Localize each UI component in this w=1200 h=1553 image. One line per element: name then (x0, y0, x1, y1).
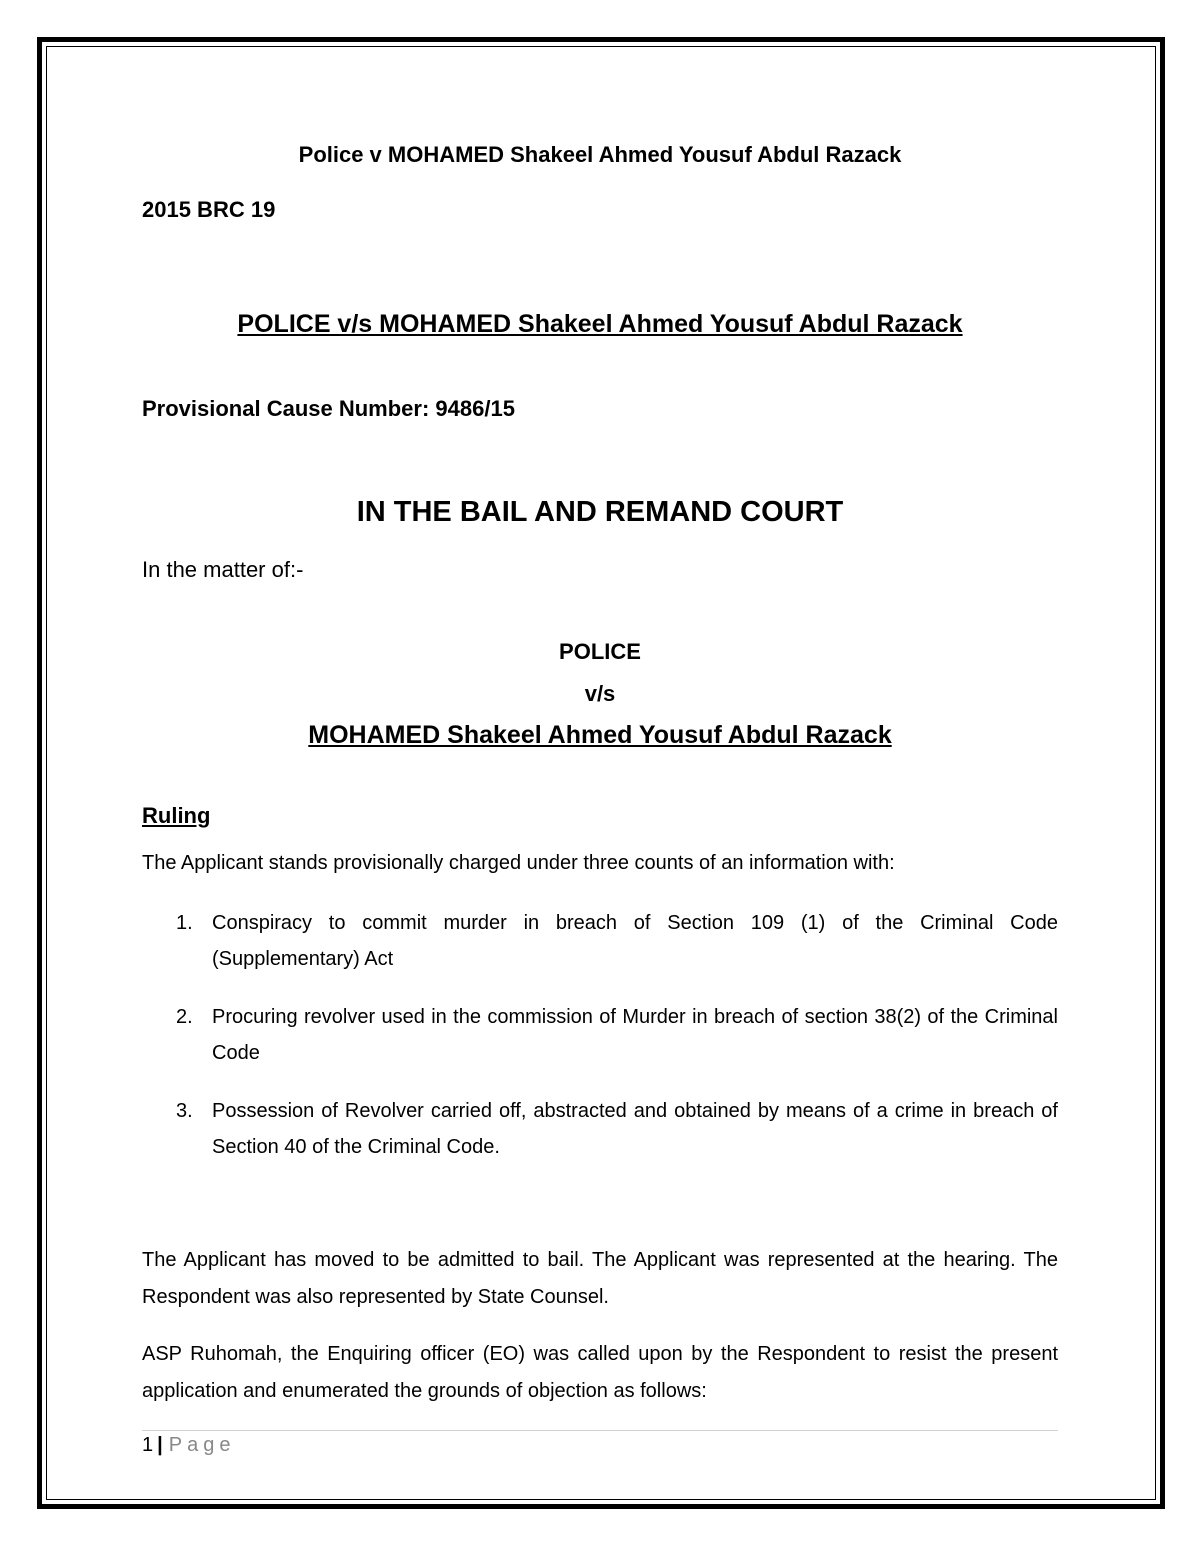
case-citation: 2015 BRC 19 (142, 197, 276, 222)
list-item (142, 999, 1058, 1071)
court-heading: IN THE BAIL AND REMAND COURT (356, 496, 844, 528)
party-police: POLICE (559, 639, 641, 664)
page-footer (142, 1434, 235, 1457)
footer-divider (142, 1430, 1058, 1431)
page-label: Page (168, 1434, 236, 1456)
charges-intro: The Applicant stands provisionally charged under three counts of an information with: (142, 852, 895, 874)
matter-intro: In the matter of:- (142, 557, 304, 582)
party-accused: MOHAMED Shakeel Ahmed Yousuf Abdul Razack (308, 721, 892, 749)
list-item (142, 905, 1058, 977)
versus-label: v/s (584, 681, 616, 706)
list-item-text: Possession of Revolver carried off, abstracted and obtained by means of a crime in breach of Section 40 of the Criminal Code. (212, 1100, 1058, 1158)
list-item-text: Conspiracy to commit murder in breach of Section 109 (1) of the Criminal Code (Supplementary) Act (212, 912, 1058, 970)
ruling-heading: Ruling (142, 803, 211, 828)
paragraph-bail-motion: The Applicant has moved to be admitted to bail. The Applicant was represented at the hearing. The Respondent was also represented by State Counsel. (142, 1249, 1058, 1308)
paragraph-objection: ASP Ruhomah, the Enquiring officer (EO) was called upon by the Respondent to resist the present application and enumerated the grounds of objection as follows: (142, 1343, 1058, 1402)
footer-separator: | (157, 1434, 163, 1456)
case-caption: Police v MOHAMED Shakeel Ahmed Yousuf Abdul Razack (298, 142, 902, 167)
case-title: POLICE v/s MOHAMED Shakeel Ahmed Yousuf Abdul Razack (237, 310, 963, 338)
list-item-number: 1. (176, 912, 193, 934)
list-item-number: 2. (176, 1006, 193, 1028)
charges-list (142, 905, 1058, 1187)
list-item-text: Procuring revolver used in the commission of Murder in breach of section 38(2) of the Criminal Code (212, 1006, 1058, 1064)
cause-number: Provisional Cause Number: 9486/15 (142, 396, 515, 421)
list-item-number: 3. (176, 1100, 193, 1122)
list-item (142, 1093, 1058, 1165)
page-number: 1 (142, 1434, 154, 1456)
